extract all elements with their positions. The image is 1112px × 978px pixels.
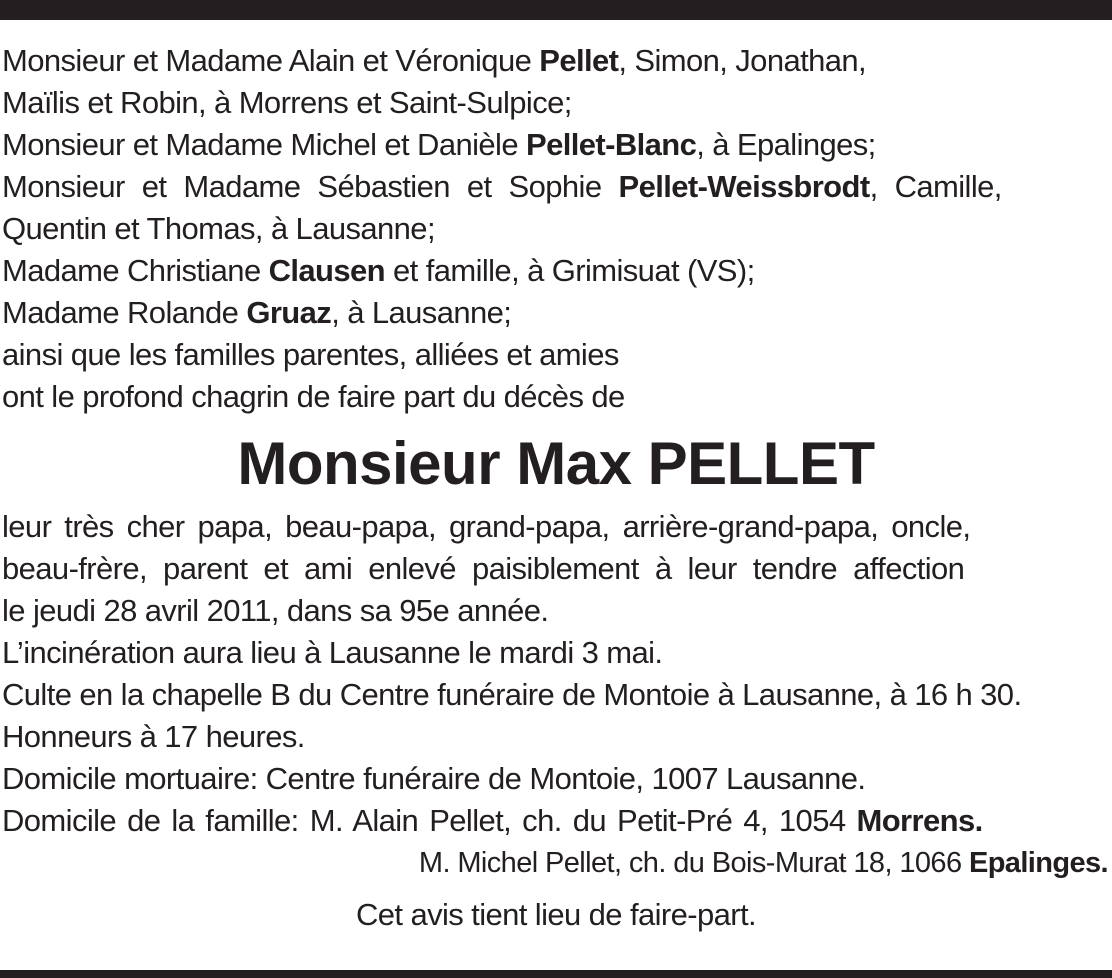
family-home-address: M. Alain Pellet, ch. du Petit-Pré 4, 1054 Morrens. — [309, 803, 983, 838]
family-line — [2, 40, 1110, 82]
family-text: Quentin et Thomas, à Lausanne; — [2, 211, 435, 246]
family-surname: Pellet-Blanc — [526, 127, 697, 162]
family-home-line — [2, 800, 1110, 842]
closing-line — [2, 894, 1110, 936]
top-rule — [0, 0, 1112, 20]
details-text: Honneurs à 17 heures. — [2, 719, 305, 754]
family-surname: Pellet-Weissbrodt — [618, 169, 870, 204]
bottom-rule — [0, 970, 1112, 978]
details-text: Culte en la chapelle B du Centre funéraire de Montoie à Lausanne, à 16 h 30. — [2, 677, 1022, 712]
details-text: le jeudi 28 avril 2011, dans sa 95e année. — [2, 593, 549, 628]
details-line — [2, 506, 1110, 548]
family-surname: Gruaz — [246, 295, 332, 330]
family-line — [2, 292, 1110, 334]
details-text: leur très cher papa, beau-papa, grand-papa, arrière-grand-papa, oncle, — [2, 509, 971, 544]
details-line — [2, 758, 1110, 800]
family-text: Madame Christiane Clausen et famille, à Grimisuat (VS); — [2, 253, 755, 288]
family-text: Maïlis et Robin, à Morrens et Saint-Sulpice; — [2, 85, 572, 120]
details-line — [2, 632, 1110, 674]
family-home-label: Domicile de la famille: — [2, 803, 310, 838]
family-line — [2, 334, 1110, 376]
family-text: Monsieur et Madame Sébastien et Sophie Pellet-Weissbrodt, Camille, — [2, 169, 1002, 204]
family-surname: Pellet — [539, 43, 619, 78]
family-line — [2, 124, 1110, 166]
details-line — [2, 716, 1110, 758]
family-text: ont le profond chagrin de faire part du décès de — [2, 379, 625, 414]
family-line — [2, 376, 1110, 418]
family-home-line — [2, 842, 1110, 884]
deceased-name: Monsieur Max PELLET — [237, 430, 875, 497]
family-line — [2, 82, 1110, 124]
details-line — [2, 548, 1110, 590]
family-line — [2, 208, 1110, 250]
family-text: Monsieur et Madame Michel et Danièle Pellet-Blanc, à Epalinges; — [2, 127, 876, 162]
family-line — [2, 166, 1110, 208]
family-text: Madame Rolande Gruaz, à Lausanne; — [2, 295, 512, 330]
obituary-notice — [2, 40, 1110, 936]
family-home-city: Morrens. — [856, 803, 983, 838]
family-home-address: M. Michel Pellet, ch. du Bois-Murat 18, 1066 Epalinges. — [418, 847, 1108, 879]
details-text: beau-frère, parent et ami enlevé paisiblement à leur tendre affection — [2, 551, 965, 586]
family-surname: Clausen — [268, 253, 386, 288]
details-text: L’incinération aura lieu à Lausanne le mardi 3 mai. — [2, 635, 663, 670]
details-text: Domicile mortuaire: Centre funéraire de Montoie, 1007 Lausanne. — [2, 761, 866, 796]
family-text: ainsi que les familles parentes, alliées et amies — [2, 337, 619, 372]
details-line — [2, 674, 1110, 716]
closing-text: Cet avis tient lieu de faire-part. — [355, 897, 757, 932]
details-line — [2, 590, 1110, 632]
family-line — [2, 250, 1110, 292]
family-home-city: Epalinges. — [968, 847, 1108, 879]
family-text: Monsieur et Madame Alain et Véronique Pellet, Simon, Jonathan, — [2, 43, 867, 78]
